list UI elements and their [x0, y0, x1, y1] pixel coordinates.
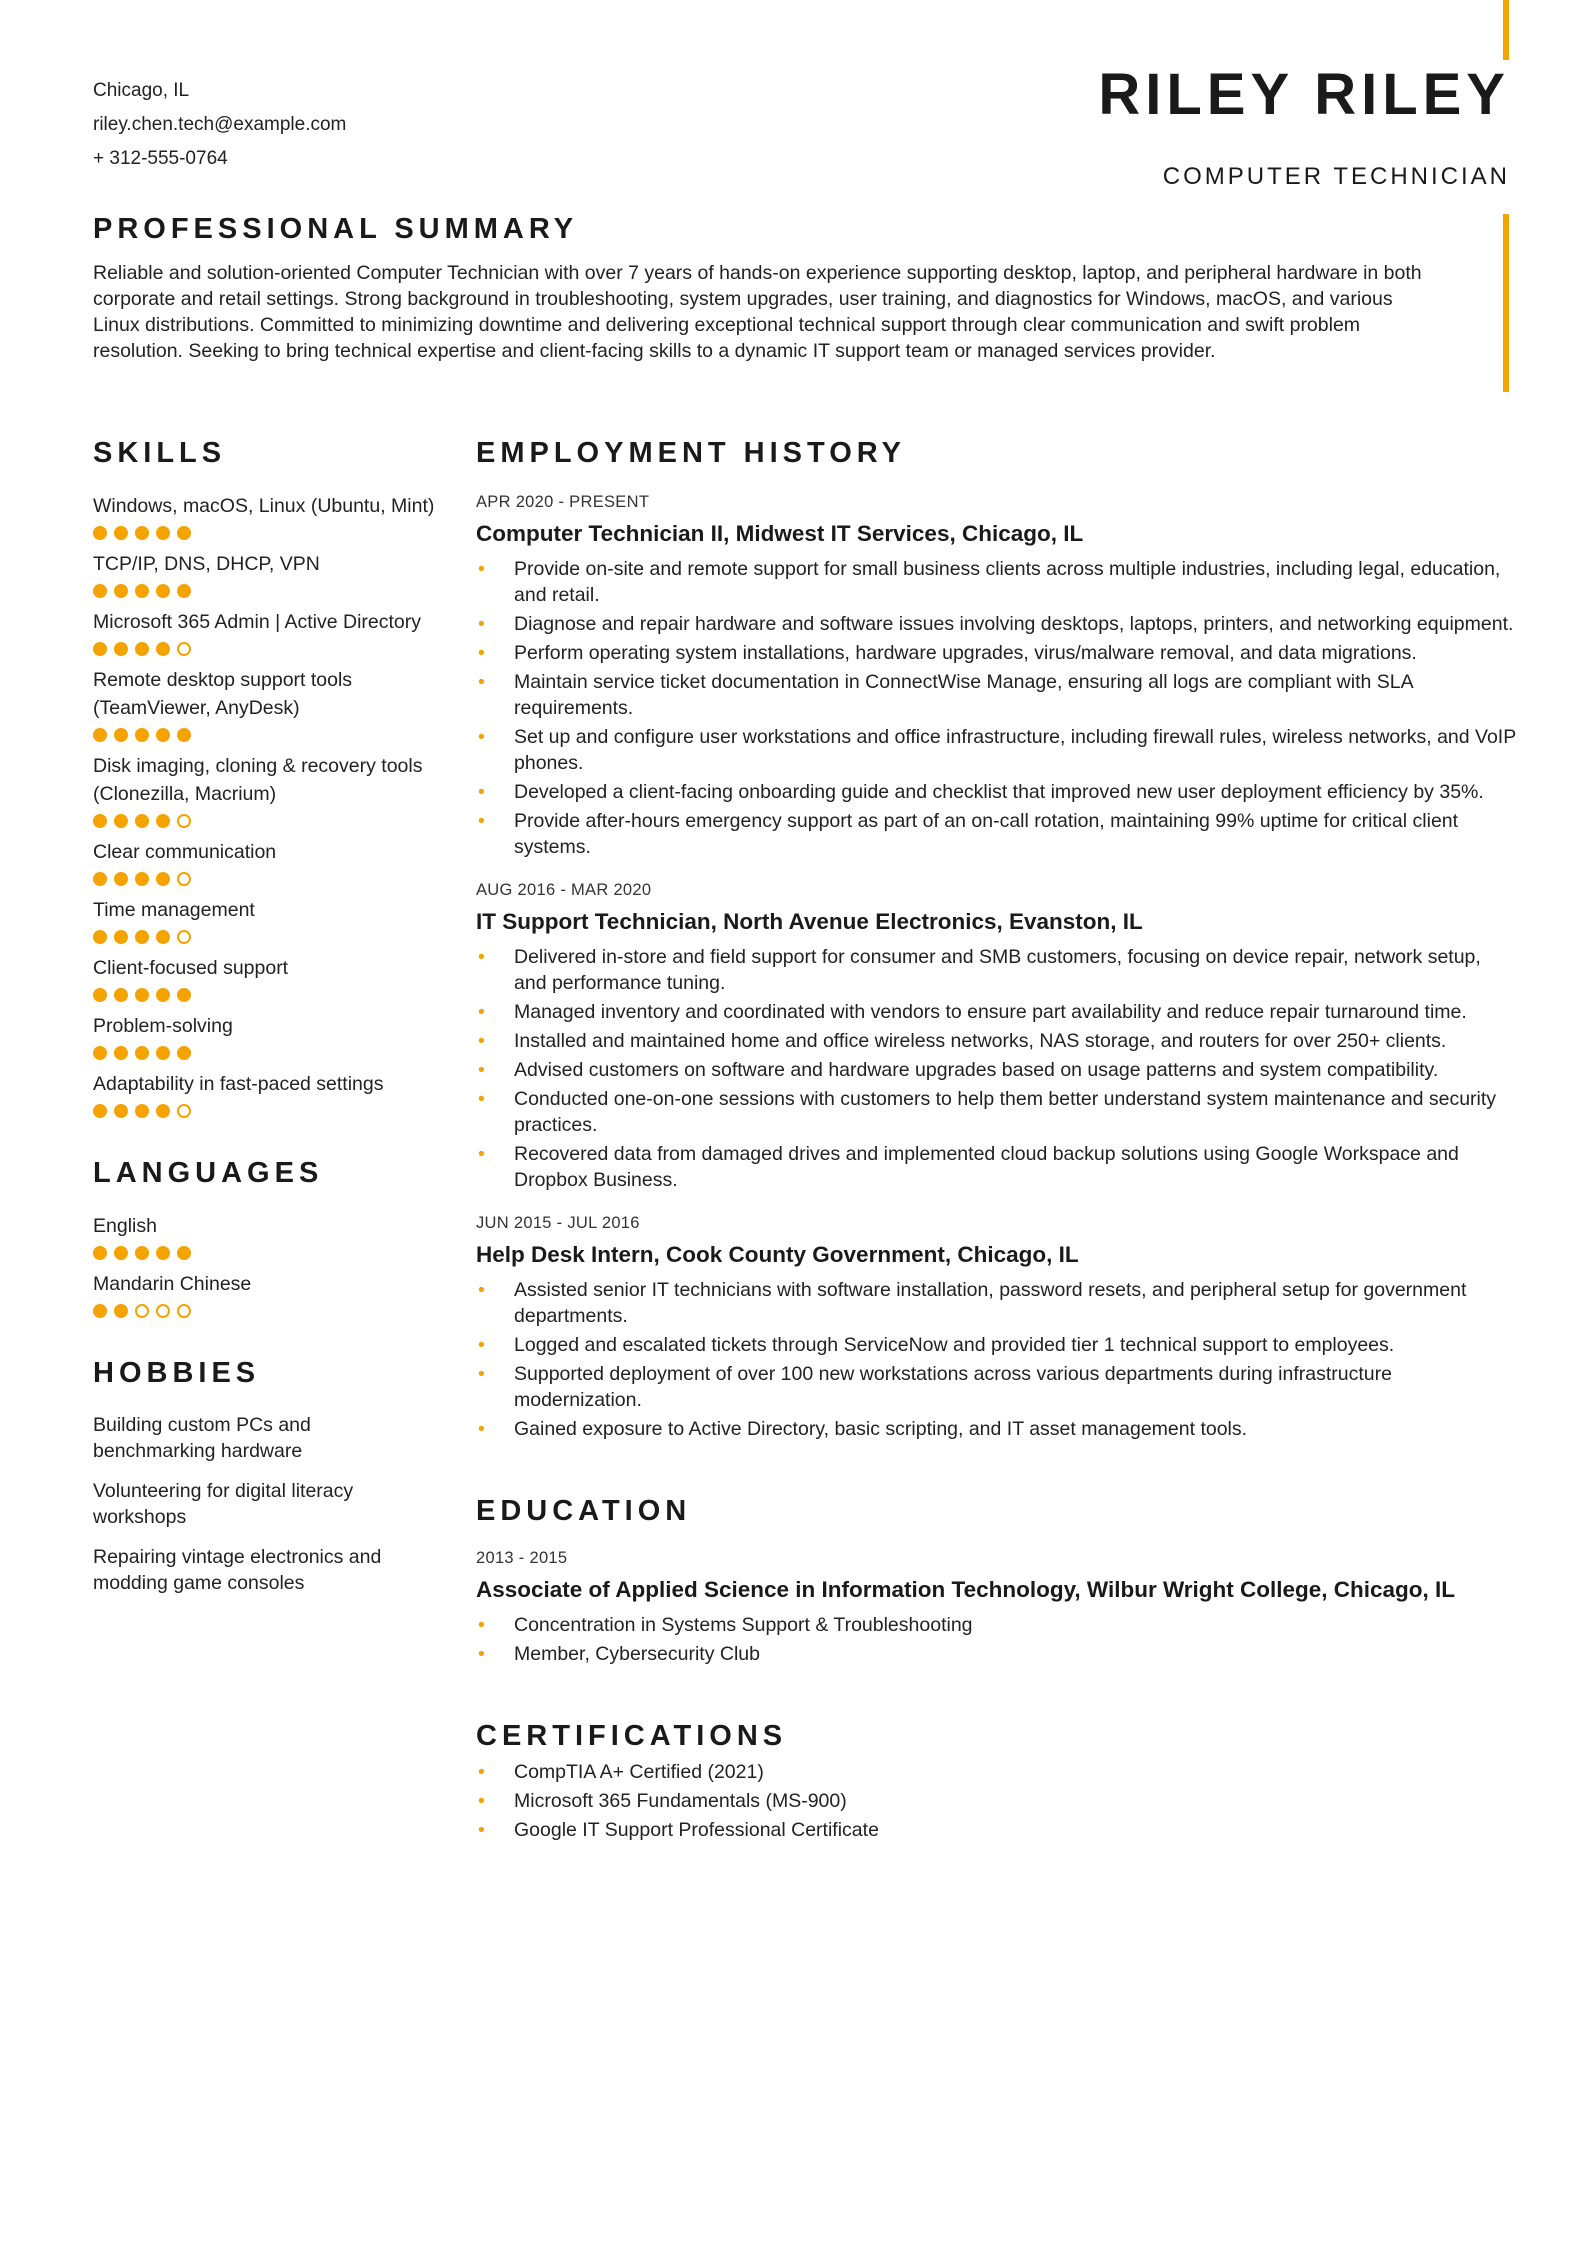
rating-dot-filled — [93, 642, 107, 656]
employment-section — [476, 438, 1516, 1442]
rating-dot-filled — [177, 1246, 191, 1260]
job-bullet: • Assisted senior IT technicians with software installation, password resets, and peripheral setup for government departments. — [476, 1277, 1516, 1329]
job-dates: AUG 2016 - MAR 2020 — [476, 880, 652, 899]
rating-dot-filled — [135, 1246, 149, 1260]
skills-item-name: Remote desktop support tools (TeamViewer, AnyDesk) — [93, 668, 353, 719]
job-title: Help Desk Intern, Cook County Government, Chicago, IL — [476, 1241, 1079, 1267]
rating-dots — [93, 1104, 438, 1118]
rating-dot-filled — [93, 526, 107, 540]
rating-dots — [93, 872, 438, 886]
job-bullet: • Provide after-hours emergency support as part of an on-call rotation, maintaining 99% uptime for critical client systems. — [476, 808, 1516, 860]
rating-dot-filled — [156, 526, 170, 540]
rating-dot-filled — [156, 1104, 170, 1118]
skills-item-name: Disk imaging, cloning & recovery tools (Clonezilla, Macrium) — [93, 754, 423, 805]
education-bullets — [476, 1612, 1516, 1667]
rating-dot-empty — [177, 1104, 191, 1118]
skills-item-name: Clear communication — [93, 840, 277, 863]
rating-dot-filled — [156, 584, 170, 598]
rating-dot-filled — [114, 642, 128, 656]
languages-section — [93, 1158, 438, 1318]
rating-dot-filled — [114, 1304, 128, 1318]
job-title: IT Support Technician, North Avenue Electronics, Evanston, IL — [476, 908, 1143, 934]
rating-dot-filled — [93, 1304, 107, 1318]
job-dates: JUN 2015 - JUL 2016 — [476, 1213, 640, 1232]
contact-city: Chicago, IL — [93, 80, 190, 101]
job-bullet: • Recovered data from damaged drives and implemented cloud backup solutions using Google Workspace and Dropbox Business. — [476, 1141, 1516, 1193]
job-bullet: • Conducted one-on-one sessions with customers to help them better understand system maintenance and security practices. — [476, 1086, 1516, 1138]
job-bullet: • Managed inventory and coordinated with vendors to ensure part availability and reduce repair turnaround time. — [476, 999, 1516, 1025]
rating-dot-empty — [177, 642, 191, 656]
rating-dot-filled — [177, 1046, 191, 1060]
languages-heading: LANGUAGES — [93, 1156, 324, 1189]
job-bullet: • Logged and escalated tickets through ServiceNow and provided tier 1 technical support to employees. — [476, 1332, 1516, 1358]
languages-item-name: Mandarin Chinese — [93, 1272, 252, 1295]
skills-item — [93, 1070, 438, 1118]
rating-dot-filled — [93, 1104, 107, 1118]
accent-bar-top — [1503, 0, 1509, 60]
rating-dot-filled — [114, 872, 128, 886]
jobs-list — [476, 492, 1516, 1442]
rating-dots — [93, 584, 438, 598]
rating-dot-filled — [135, 584, 149, 598]
rating-dot-filled — [156, 988, 170, 1002]
job-bullets — [476, 944, 1516, 1193]
rating-dot-filled — [93, 872, 107, 886]
rating-dots — [93, 988, 438, 1002]
rating-dot-filled — [177, 584, 191, 598]
skills-item — [93, 954, 438, 1002]
rating-dot-filled — [93, 930, 107, 944]
rating-dot-filled — [114, 1104, 128, 1118]
job-title: Computer Technician II, Midwest IT Services, Chicago, IL — [476, 520, 1084, 546]
hobbies-list — [93, 1412, 438, 1596]
skills-item — [93, 752, 438, 828]
rating-dot-filled — [114, 930, 128, 944]
rating-dot-filled — [135, 814, 149, 828]
rating-dots — [93, 526, 438, 540]
rating-dot-filled — [156, 814, 170, 828]
summary-heading: PROFESSIONAL SUMMARY — [93, 213, 579, 245]
right-column — [476, 438, 1516, 1846]
contact-info — [93, 74, 346, 176]
rating-dot-empty — [156, 1304, 170, 1318]
job-bullet: • Supported deployment of over 100 new workstations across various departments during infrastructure modernization. — [476, 1361, 1516, 1413]
job-entry — [476, 880, 1516, 1193]
rating-dot-filled — [135, 872, 149, 886]
left-column — [93, 438, 438, 1636]
rating-dot-filled — [177, 728, 191, 742]
job-bullet: • Developed a client-facing onboarding guide and checklist that improved new user deployment efficiency by 35%. — [476, 779, 1516, 805]
skills-item-name: Time management — [93, 898, 255, 921]
rating-dot-filled — [93, 814, 107, 828]
rating-dot-filled — [114, 728, 128, 742]
professional-summary — [93, 214, 1423, 364]
rating-dot-filled — [156, 1246, 170, 1260]
skills-item — [93, 492, 438, 540]
rating-dot-filled — [177, 988, 191, 1002]
rating-dot-filled — [93, 728, 107, 742]
certifications-heading: CERTIFICATIONS — [476, 1719, 788, 1752]
job-bullet: • Provide on-site and remote support for small business clients across multiple industries, including legal, education, and retail. — [476, 556, 1516, 608]
rating-dot-filled — [114, 814, 128, 828]
job-bullet: • Delivered in-store and field support for consumer and SMB customers, focusing on device repair, network setup, and performance tuning. — [476, 944, 1516, 996]
job-entry — [476, 492, 1516, 860]
rating-dot-filled — [135, 1046, 149, 1060]
rating-dot-filled — [156, 642, 170, 656]
rating-dot-filled — [93, 584, 107, 598]
rating-dot-empty — [135, 1304, 149, 1318]
certification-item: • Microsoft 365 Fundamentals (MS-900) — [476, 1788, 1516, 1814]
rating-dot-empty — [177, 814, 191, 828]
rating-dot-filled — [135, 526, 149, 540]
job-bullet: • Perform operating system installations, hardware upgrades, virus/malware removal, and data migrations. — [476, 640, 1516, 666]
hobbies-heading: HOBBIES — [93, 1356, 261, 1389]
rating-dot-filled — [114, 584, 128, 598]
rating-dot-empty — [177, 930, 191, 944]
rating-dot-filled — [114, 988, 128, 1002]
hobbies-section — [93, 1358, 438, 1596]
rating-dot-filled — [156, 728, 170, 742]
hobby-item: Building custom PCs and benchmarking hardware — [93, 1413, 311, 1462]
rating-dot-filled — [156, 872, 170, 886]
rating-dot-filled — [135, 988, 149, 1002]
skills-item — [93, 550, 438, 598]
rating-dot-filled — [135, 642, 149, 656]
skills-list — [93, 492, 438, 1118]
education-dates: 2013 - 2015 — [476, 1548, 568, 1567]
hobby-item: Repairing vintage electronics and modding game consoles — [93, 1545, 382, 1594]
education-entry — [476, 1548, 1516, 1667]
job-bullet: • Advised customers on software and hardware upgrades based on usage patterns and system compatibility. — [476, 1057, 1516, 1083]
hobby-item: Volunteering for digital literacy workshops — [93, 1479, 354, 1528]
skills-item-name: Adaptability in fast-paced settings — [93, 1072, 384, 1095]
summary-text: Reliable and solution-oriented Computer Technician with over 7 years of hands-on experience supporting desktop, laptop, and peripheral hardware in both corporate and retail settings. Strong background in troubleshooting, system upgrades, user training, and diagnostics for Windows, macOS, and various Linux distributions. Committed to minimizing downtime and delivering exceptional technical support through clear communication and swift problem resolution. Seeking to bring technical expertise and client-facing skills to a dynamic IT support team or managed services provider. — [93, 261, 1422, 362]
skills-item-name: Microsoft 365 Admin | Active Directory — [93, 610, 422, 633]
skills-section — [93, 438, 438, 1118]
job-dates: APR 2020 - PRESENT — [476, 492, 650, 511]
job-bullet: • Installed and maintained home and office wireless networks, NAS storage, and routers for over 250+ clients. — [476, 1028, 1516, 1054]
skills-item-name: Client-focused support — [93, 956, 289, 979]
skills-item — [93, 608, 438, 656]
rating-dot-filled — [114, 1246, 128, 1260]
skills-item-name: TCP/IP, DNS, DHCP, VPN — [93, 552, 320, 575]
candidate-title: COMPUTER TECHNICIAN — [1162, 163, 1510, 190]
education-section — [476, 1496, 1516, 1667]
skills-item-name: Problem-solving — [93, 1014, 233, 1037]
candidate-name: RILEY RILEY — [1098, 62, 1510, 127]
rating-dot-empty — [177, 1304, 191, 1318]
rating-dots — [93, 814, 438, 828]
rating-dots — [93, 728, 438, 742]
accent-bar-summary — [1503, 214, 1509, 392]
contact-phone[interactable]: + 312-555-0764 — [93, 148, 228, 169]
skills-heading: SKILLS — [93, 437, 227, 469]
certifications-list — [476, 1759, 1516, 1843]
contact-email[interactable]: riley.chen.tech@example.com — [93, 114, 347, 135]
education-title: Associate of Applied Science in Information Technology, Wilbur Wright College, Chicago, IL — [476, 1576, 1456, 1602]
education-bullet: • Concentration in Systems Support & Troubleshooting — [476, 1612, 1516, 1638]
rating-dot-filled — [135, 930, 149, 944]
rating-dot-filled — [156, 1046, 170, 1060]
rating-dot-filled — [135, 728, 149, 742]
rating-dots — [93, 1246, 438, 1260]
rating-dot-filled — [156, 930, 170, 944]
rating-dots — [93, 1304, 438, 1318]
rating-dots — [93, 642, 438, 656]
certifications-section — [476, 1721, 1516, 1843]
skills-item — [93, 1012, 438, 1060]
skills-item-name: Windows, macOS, Linux (Ubuntu, Mint) — [93, 494, 435, 517]
job-bullet: • Gained exposure to Active Directory, basic scripting, and IT asset management tools. — [476, 1416, 1516, 1442]
rating-dot-filled — [135, 1104, 149, 1118]
rating-dots — [93, 930, 438, 944]
job-bullet: • Set up and configure user workstations and office infrastructure, including firewall rules, wireless networks, and VoIP phones. — [476, 724, 1516, 776]
rating-dot-filled — [93, 988, 107, 1002]
skills-item — [93, 896, 438, 944]
skills-item — [93, 838, 438, 886]
rating-dot-filled — [114, 526, 128, 540]
rating-dot-filled — [177, 526, 191, 540]
job-bullet: • Diagnose and repair hardware and software issues involving desktops, laptops, printers, and networking equipment. — [476, 611, 1516, 637]
rating-dot-filled — [93, 1046, 107, 1060]
job-bullet: • Maintain service ticket documentation in ConnectWise Manage, ensuring all logs are compliant with SLA requirements. — [476, 669, 1516, 721]
job-bullets — [476, 556, 1516, 860]
skills-item — [93, 666, 438, 742]
rating-dot-empty — [177, 872, 191, 886]
rating-dot-filled — [114, 1046, 128, 1060]
languages-item — [93, 1212, 438, 1260]
education-heading: EDUCATION — [476, 1494, 692, 1527]
certification-item: • CompTIA A+ Certified (2021) — [476, 1759, 1516, 1785]
certification-item: • Google IT Support Professional Certificate — [476, 1817, 1516, 1843]
languages-list — [93, 1212, 438, 1318]
rating-dots — [93, 1046, 438, 1060]
job-bullets — [476, 1277, 1516, 1442]
employment-heading: EMPLOYMENT HISTORY — [476, 437, 906, 469]
rating-dot-filled — [93, 1246, 107, 1260]
languages-item-name: English — [93, 1214, 157, 1237]
education-bullet: • Member, Cybersecurity Club — [476, 1641, 1516, 1667]
languages-item — [93, 1270, 438, 1318]
job-entry — [476, 1213, 1516, 1442]
